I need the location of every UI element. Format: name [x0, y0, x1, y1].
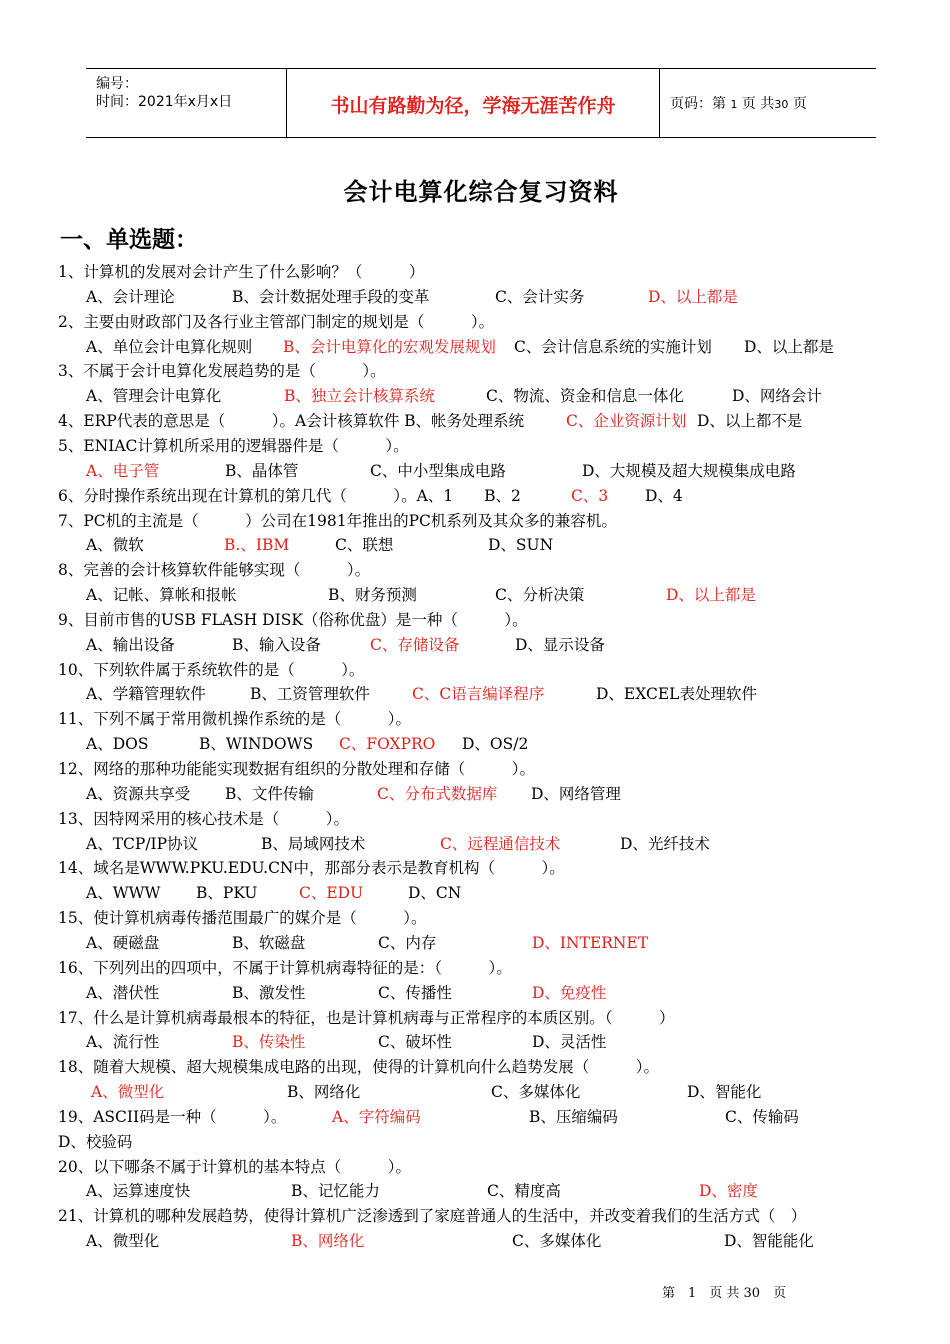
question-line — [0, 386, 950, 406]
question-line — [0, 983, 950, 1003]
answer-option: C、传播性 — [378, 983, 452, 1002]
answer-option: D、智能化 — [687, 1083, 762, 1102]
question-text: 14、域名是WWW.PKU.EDU.CN中，那部分表示是教育机构（ ）。 — [58, 859, 565, 878]
answer-option: B、晶体管 — [225, 461, 299, 480]
question-line — [0, 809, 950, 829]
answer-option: A、硬磁盘 — [86, 933, 160, 952]
question-line — [0, 511, 950, 531]
answer-option: B、WINDOWS — [199, 735, 314, 754]
answer-option: B、会计数据处理手段的变革 — [232, 287, 430, 306]
question-line — [0, 734, 950, 754]
question-text: 2、主要由财政部门及各行业主管部门制定的规划是（ ）。 — [58, 312, 495, 331]
question-line — [0, 1157, 950, 1177]
correct-answer-option: C、3 — [571, 486, 609, 505]
question-line — [0, 1008, 950, 1028]
document-title: 会计电算化综合复习资料 — [343, 178, 619, 206]
question-line — [0, 1032, 950, 1052]
answer-option: B、财务预测 — [328, 586, 417, 605]
correct-answer-option: C、企业资源计划 — [566, 412, 687, 431]
answer-option: C、联想 — [335, 536, 394, 555]
correct-answer-option: C、存储设备 — [370, 635, 460, 654]
question-line — [0, 635, 950, 655]
answer-option: C、会计实务 — [495, 287, 585, 306]
answer-option: C、精度高 — [487, 1182, 561, 1201]
answer-option: D、灵活性 — [532, 1033, 607, 1052]
correct-answer-option: B、传染性 — [232, 1033, 306, 1052]
answer-option: A、潜伏性 — [86, 983, 160, 1002]
correct-answer-option: C、EDU — [299, 884, 364, 903]
answer-option: A、流行性 — [86, 1033, 160, 1052]
question-line — [0, 1057, 950, 1077]
answer-option: C、破坏性 — [378, 1033, 452, 1052]
answer-option: B、激发性 — [232, 983, 306, 1002]
correct-answer-option: B、独立会计核算系统 — [284, 387, 435, 406]
answer-option: D、大规模及超大规模集成电路 — [582, 461, 796, 480]
correct-answer-option: D、INTERNET — [532, 933, 649, 952]
answer-option: A、单位会计电算化规则 — [86, 337, 253, 356]
correct-answer-option: D、以上都是 — [648, 287, 738, 306]
answer-option: C、多媒体化 — [491, 1083, 581, 1102]
question-text: 4、ERP代表的意思是（ ）。A会计核算软件 B、帐务处理系统 — [58, 412, 525, 431]
question-line — [0, 1231, 950, 1251]
header-page-info — [670, 93, 807, 113]
answer-option: B、局域网技术 — [261, 834, 366, 853]
answer-option: D、CN — [408, 884, 462, 903]
answer-option: D、网络管理 — [531, 784, 621, 803]
question-text: 9、目前市售的USB FLASH DISK（俗称优盘）是一种（ ）。 — [58, 610, 528, 629]
question-text: 11、下列不属于常用微机操作系统的是（ ）。 — [58, 710, 411, 729]
answer-option: D、以上都是 — [744, 337, 834, 356]
page-suffix: 页 — [792, 96, 807, 112]
answer-option: D、智能能化 — [724, 1232, 814, 1251]
answer-option: A、会计理论 — [86, 287, 175, 306]
question-text: 21、计算机的哪种发展趋势，使得计算机广泛渗透到了家庭普通人的生活中，并改变着我们的生活方式（ ） — [58, 1207, 807, 1226]
question-text: 5、ENIAC计算机所采用的逻辑器件是（ ）。 — [58, 436, 409, 455]
question-text: 18、随着大规模、超大规模集成电路的出现，使得的计算机向什么趋势发展（ ）。 — [58, 1058, 659, 1077]
page-mid: 页 共 — [741, 96, 775, 112]
question-line — [0, 486, 950, 506]
answer-option: A、运算速度快 — [86, 1182, 191, 1201]
correct-answer-option: B、会计电算化的宏观发展规划 — [283, 337, 496, 356]
question-line — [0, 287, 950, 307]
question-text: 13、因特网采用的核心技术是（ ）。 — [58, 809, 349, 828]
question-line — [0, 834, 950, 854]
question-text: 20、以下哪条不属于计算机的基本特点（ ）。 — [58, 1157, 411, 1176]
answer-option: A、记帐、算帐和报帐 — [86, 586, 237, 605]
answer-option: A、DOS — [86, 735, 149, 754]
question-line — [0, 1181, 950, 1201]
answer-option: A、学籍管理软件 — [86, 685, 206, 704]
header-meta-cell — [86, 69, 287, 137]
correct-answer-option: A、电子管 — [86, 461, 160, 480]
doc-time-label: 时间：2021年x月x日 — [96, 94, 233, 110]
answer-option: C、内存 — [378, 933, 437, 952]
answer-option: B、网络化 — [287, 1083, 361, 1102]
answer-option: C、中小型集成电路 — [370, 461, 506, 480]
correct-answer-option: C、FOXPRO — [339, 735, 436, 754]
answer-option: C、传输码 — [725, 1107, 799, 1126]
question-line — [0, 1107, 950, 1127]
header-motto-cell — [287, 69, 660, 137]
question-text: 8、完善的会计核算软件能够实现（ ）。 — [58, 561, 371, 580]
answer-option: D、以上都不是 — [697, 412, 803, 431]
page-total: 30 — [774, 98, 789, 111]
question-text: D、校验码 — [58, 1132, 133, 1151]
correct-answer-option: B.、IBM — [224, 536, 290, 555]
question-text: 10、下列软件属于系统软件的是（ ）。 — [58, 660, 365, 679]
answer-option: B、文件传输 — [225, 784, 314, 803]
question-line — [0, 1082, 950, 1102]
question-line — [0, 461, 950, 481]
answer-option: C、多媒体化 — [512, 1232, 602, 1251]
answer-option: D、SUN — [488, 536, 554, 555]
question-line — [0, 858, 950, 878]
answer-option: C、分析决策 — [495, 586, 585, 605]
question-line — [0, 535, 950, 555]
question-text: 6、分时操作系统出现在计算机的第几代（ ）。A、1 B、2 — [58, 486, 521, 505]
answer-option: D、光纤技术 — [620, 834, 710, 853]
correct-answer-option: D、密度 — [699, 1182, 758, 1201]
question-text: 7、PC机的主流是（ ）公司在1981年推出的PC机系列及其众多的兼容机。 — [58, 511, 617, 530]
question-line — [0, 411, 950, 431]
correct-answer-option: D、以上都是 — [666, 586, 756, 605]
answer-option: D、4 — [645, 486, 683, 505]
correct-answer-option: B、网络化 — [291, 1232, 365, 1251]
answer-option: B、PKU — [196, 884, 258, 903]
motto-text: 书山有路勤为径，学海无涯苦作舟 — [330, 95, 616, 117]
question-text: 12、网络的那种功能能实现数据有组织的分散处理和存储（ ）。 — [58, 760, 535, 778]
question-line — [0, 1132, 950, 1152]
answer-option: A、微型化 — [86, 1232, 160, 1251]
question-line — [0, 337, 950, 357]
question-line — [0, 709, 950, 729]
answer-option: D、EXCEL表处理软件 — [596, 685, 757, 704]
question-text: 17、什么是计算机病毒最根本的特征，也是计算机病毒与正常程序的本质区别。（ ） — [58, 1008, 675, 1027]
answer-option: D、网络会计 — [732, 387, 822, 406]
question-line — [0, 262, 950, 282]
answer-option: A、WWW — [86, 884, 161, 903]
question-line — [0, 312, 950, 332]
page-footer: 第 1 页 共 30 页 — [662, 1286, 787, 1301]
question-text: 15、使计算机病毒传播范围最广的媒介是（ ）。 — [58, 909, 427, 928]
question-line — [0, 684, 950, 704]
question-line — [0, 660, 950, 680]
correct-answer-option: D、免疫性 — [532, 983, 607, 1002]
correct-answer-option: A、微型化 — [91, 1083, 165, 1102]
question-text: 1、计算机的发展对会计产生了什么影响？（ ） — [58, 263, 425, 281]
answer-option: A、管理会计电算化 — [86, 387, 222, 406]
question-line — [0, 1206, 950, 1226]
answer-option: D、显示设备 — [515, 635, 605, 654]
question-line — [0, 883, 950, 903]
question-text: 16、下列列出的四项中，不属于计算机病毒特征的是：（ ）。 — [58, 958, 512, 977]
answer-option: B、输入设备 — [232, 635, 321, 654]
question-text: 3、不属于会计电算化发展趋势的是（ ）。 — [58, 362, 386, 381]
answer-option: A、TCP/IP协议 — [86, 834, 199, 853]
answer-option: C、物流、资金和信息一体化 — [486, 387, 684, 406]
answer-option: A、输出设备 — [86, 635, 175, 654]
correct-answer-option: A、字符编码 — [332, 1107, 421, 1126]
question-line — [0, 784, 950, 804]
page-number: 1 — [730, 98, 738, 111]
question-line — [0, 908, 950, 928]
section-heading: 一、单选题： — [60, 227, 198, 253]
answer-option: B、工资管理软件 — [250, 685, 370, 704]
answer-option: C、会计信息系统的实施计划 — [514, 337, 712, 356]
question-line — [0, 436, 950, 456]
question-line — [0, 759, 950, 779]
answer-option: B、软磁盘 — [232, 933, 306, 952]
correct-answer-option: C、C语言编译程序 — [412, 685, 545, 704]
question-line — [0, 933, 950, 953]
question-line — [0, 560, 950, 580]
answer-option: A、资源共享受 — [86, 784, 191, 803]
answer-option: B、压缩编码 — [529, 1107, 618, 1126]
header-page-cell — [660, 69, 876, 137]
question-line — [0, 958, 950, 978]
answer-option: D、OS/2 — [462, 735, 529, 754]
question-line — [0, 361, 950, 381]
doc-number-label: 编号： — [96, 76, 138, 92]
question-text: 19、ASCII码是一种（ ）。 — [58, 1107, 287, 1126]
question-line — [0, 585, 950, 605]
correct-answer-option: C、分布式数据库 — [377, 784, 498, 803]
page-prefix: 页码：第 — [670, 96, 726, 112]
correct-answer-option: C、远程通信技术 — [440, 834, 561, 853]
answer-option: B、记忆能力 — [291, 1182, 380, 1201]
question-line — [0, 610, 950, 630]
document-header — [86, 68, 876, 138]
answer-option: A、微软 — [86, 536, 144, 555]
